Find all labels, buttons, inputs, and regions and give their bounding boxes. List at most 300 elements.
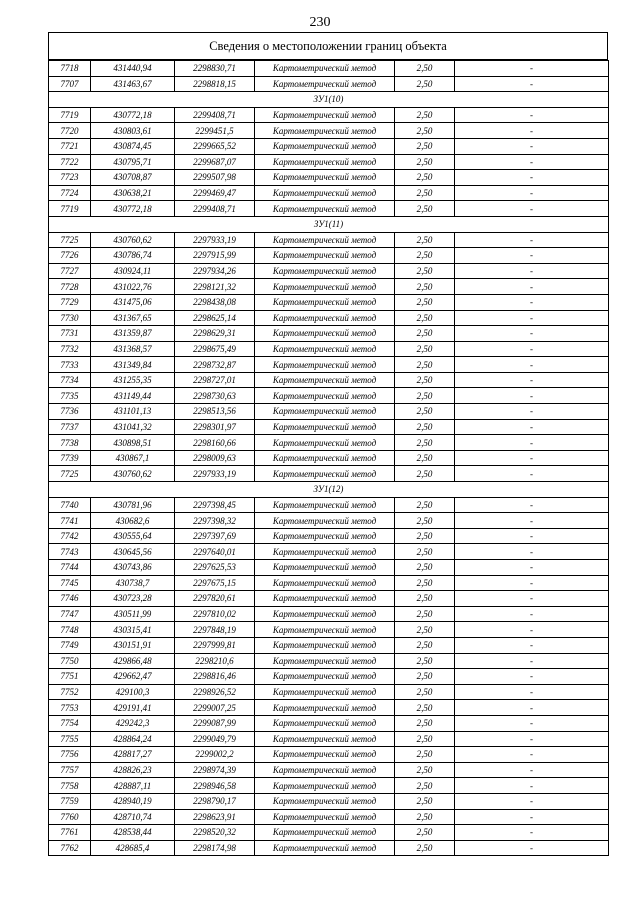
accuracy-cell: 2,50: [395, 731, 455, 747]
x-coordinate-cell: 428864,24: [91, 731, 175, 747]
section-label: ЗУ1(12): [49, 482, 609, 498]
x-coordinate-cell: 430803,61: [91, 123, 175, 139]
method-cell: Картометрический метод: [255, 528, 395, 544]
table-row: [49, 404, 609, 420]
y-coordinate-cell: 2298513,56: [175, 404, 255, 420]
table-row: [49, 419, 609, 435]
description-cell: -: [455, 825, 609, 841]
table-row: [49, 622, 609, 638]
point-number-cell: 7755: [49, 731, 91, 747]
description-cell: -: [455, 372, 609, 388]
x-coordinate-cell: 428817,27: [91, 747, 175, 763]
table-row: [49, 326, 609, 342]
y-coordinate-cell: 2299408,71: [175, 107, 255, 123]
y-coordinate-cell: 2297934,26: [175, 263, 255, 279]
y-coordinate-cell: 2298520,32: [175, 825, 255, 841]
table-row: [49, 700, 609, 716]
description-cell: -: [455, 591, 609, 607]
y-coordinate-cell: 2298160,66: [175, 435, 255, 451]
method-cell: Картометрический метод: [255, 263, 395, 279]
accuracy-cell: 2,50: [395, 653, 455, 669]
accuracy-cell: 2,50: [395, 591, 455, 607]
table-row: [49, 232, 609, 248]
description-cell: -: [455, 201, 609, 217]
x-coordinate-cell: 430772,18: [91, 201, 175, 217]
accuracy-cell: 2,50: [395, 793, 455, 809]
method-cell: Картометрический метод: [255, 731, 395, 747]
y-coordinate-cell: 2298301,97: [175, 419, 255, 435]
description-cell: -: [455, 684, 609, 700]
x-coordinate-cell: 430743,86: [91, 560, 175, 576]
method-cell: Картометрический метод: [255, 669, 395, 685]
accuracy-cell: 2,50: [395, 622, 455, 638]
x-coordinate-cell: 428887,11: [91, 778, 175, 794]
method-cell: Картометрический метод: [255, 419, 395, 435]
description-cell: -: [455, 248, 609, 264]
table-row: [49, 154, 609, 170]
table-row: [49, 61, 609, 77]
table-row: [49, 201, 609, 217]
point-number-cell: 7758: [49, 778, 91, 794]
point-number-cell: 7752: [49, 684, 91, 700]
method-cell: Картометрический метод: [255, 715, 395, 731]
description-cell: -: [455, 809, 609, 825]
table-row: [49, 170, 609, 186]
method-cell: Картометрический метод: [255, 310, 395, 326]
accuracy-cell: 2,50: [395, 762, 455, 778]
accuracy-cell: 2,50: [395, 497, 455, 513]
y-coordinate-cell: 2298625,14: [175, 310, 255, 326]
y-coordinate-cell: 2297933,19: [175, 466, 255, 482]
accuracy-cell: 2,50: [395, 232, 455, 248]
table-row: [49, 388, 609, 404]
accuracy-cell: 2,50: [395, 747, 455, 763]
table-row: [49, 107, 609, 123]
method-cell: Картометрический метод: [255, 326, 395, 342]
table-row: [49, 466, 609, 482]
method-cell: Картометрический метод: [255, 513, 395, 529]
x-coordinate-cell: 431359,87: [91, 326, 175, 342]
method-cell: Картометрический метод: [255, 435, 395, 451]
table-title: Сведения о местоположении границ объекта: [48, 32, 608, 60]
table-row: [49, 372, 609, 388]
coordinates-table-body: [49, 61, 609, 856]
method-cell: Картометрический метод: [255, 404, 395, 420]
table-row: [49, 669, 609, 685]
accuracy-cell: 2,50: [395, 123, 455, 139]
section-header-row: [49, 482, 609, 498]
description-cell: -: [455, 560, 609, 576]
method-cell: Картометрический метод: [255, 185, 395, 201]
description-cell: -: [455, 544, 609, 560]
y-coordinate-cell: 2297999,81: [175, 637, 255, 653]
x-coordinate-cell: 430151,91: [91, 637, 175, 653]
x-coordinate-cell: 431367,65: [91, 310, 175, 326]
description-cell: -: [455, 107, 609, 123]
table-row: [49, 747, 609, 763]
description-cell: -: [455, 747, 609, 763]
description-cell: -: [455, 778, 609, 794]
point-number-cell: 7726: [49, 248, 91, 264]
description-cell: -: [455, 669, 609, 685]
y-coordinate-cell: 2299507,98: [175, 170, 255, 186]
accuracy-cell: 2,50: [395, 248, 455, 264]
x-coordinate-cell: 431041,32: [91, 419, 175, 435]
accuracy-cell: 2,50: [395, 419, 455, 435]
description-cell: -: [455, 793, 609, 809]
accuracy-cell: 2,50: [395, 435, 455, 451]
y-coordinate-cell: 2297625,53: [175, 560, 255, 576]
table-row: [49, 653, 609, 669]
point-number-cell: 7731: [49, 326, 91, 342]
coordinates-table: [48, 60, 609, 856]
table-row: [49, 310, 609, 326]
point-number-cell: 7738: [49, 435, 91, 451]
method-cell: Картометрический метод: [255, 606, 395, 622]
y-coordinate-cell: 2298675,49: [175, 341, 255, 357]
table-row: [49, 778, 609, 794]
table-row: [49, 544, 609, 560]
table-row: [49, 715, 609, 731]
y-coordinate-cell: 2299687,07: [175, 154, 255, 170]
table-row: [49, 809, 609, 825]
accuracy-cell: 2,50: [395, 637, 455, 653]
table-row: [49, 123, 609, 139]
point-number-cell: 7740: [49, 497, 91, 513]
y-coordinate-cell: 2298830,71: [175, 61, 255, 77]
x-coordinate-cell: 430315,41: [91, 622, 175, 638]
description-cell: -: [455, 700, 609, 716]
description-cell: -: [455, 450, 609, 466]
accuracy-cell: 2,50: [395, 560, 455, 576]
y-coordinate-cell: 2298438,08: [175, 294, 255, 310]
point-number-cell: 7747: [49, 606, 91, 622]
point-number-cell: 7739: [49, 450, 91, 466]
accuracy-cell: 2,50: [395, 575, 455, 591]
y-coordinate-cell: 2299002,2: [175, 747, 255, 763]
x-coordinate-cell: 430645,56: [91, 544, 175, 560]
y-coordinate-cell: 2297640,01: [175, 544, 255, 560]
table-row: [49, 263, 609, 279]
y-coordinate-cell: 2299007,25: [175, 700, 255, 716]
description-cell: -: [455, 154, 609, 170]
x-coordinate-cell: 429662,47: [91, 669, 175, 685]
description-cell: -: [455, 419, 609, 435]
x-coordinate-cell: 430511,99: [91, 606, 175, 622]
y-coordinate-cell: 2298816,46: [175, 669, 255, 685]
description-cell: -: [455, 606, 609, 622]
point-number-cell: 7720: [49, 123, 91, 139]
method-cell: Картометрический метод: [255, 248, 395, 264]
accuracy-cell: 2,50: [395, 154, 455, 170]
y-coordinate-cell: 2298730,63: [175, 388, 255, 404]
method-cell: Картометрический метод: [255, 170, 395, 186]
accuracy-cell: 2,50: [395, 185, 455, 201]
point-number-cell: 7733: [49, 357, 91, 373]
method-cell: Картометрический метод: [255, 232, 395, 248]
y-coordinate-cell: 2298818,15: [175, 76, 255, 92]
description-cell: -: [455, 357, 609, 373]
x-coordinate-cell: 430772,18: [91, 107, 175, 123]
description-cell: -: [455, 170, 609, 186]
point-number-cell: 7750: [49, 653, 91, 669]
point-number-cell: 7735: [49, 388, 91, 404]
method-cell: Картометрический метод: [255, 201, 395, 217]
accuracy-cell: 2,50: [395, 466, 455, 482]
point-number-cell: 7762: [49, 840, 91, 856]
coordinates-sheet: [48, 32, 608, 856]
table-row: [49, 248, 609, 264]
description-cell: -: [455, 294, 609, 310]
point-number-cell: 7724: [49, 185, 91, 201]
method-cell: Картометрический метод: [255, 372, 395, 388]
page-number: 230: [309, 15, 331, 30]
accuracy-cell: 2,50: [395, 310, 455, 326]
y-coordinate-cell: 2298009,63: [175, 450, 255, 466]
y-coordinate-cell: 2298210,6: [175, 653, 255, 669]
description-cell: -: [455, 637, 609, 653]
table-row: [49, 684, 609, 700]
description-cell: -: [455, 263, 609, 279]
description-cell: -: [455, 185, 609, 201]
y-coordinate-cell: 2297848,19: [175, 622, 255, 638]
x-coordinate-cell: 429100,3: [91, 684, 175, 700]
point-number-cell: 7725: [49, 232, 91, 248]
y-coordinate-cell: 2299049,79: [175, 731, 255, 747]
point-number-cell: 7707: [49, 76, 91, 92]
y-coordinate-cell: 2298732,87: [175, 357, 255, 373]
x-coordinate-cell: 431463,67: [91, 76, 175, 92]
method-cell: Картометрический метод: [255, 357, 395, 373]
description-cell: -: [455, 61, 609, 77]
method-cell: Картометрический метод: [255, 294, 395, 310]
y-coordinate-cell: 2298974,39: [175, 762, 255, 778]
section-label: ЗУ1(11): [49, 216, 609, 232]
description-cell: -: [455, 388, 609, 404]
description-cell: -: [455, 575, 609, 591]
x-coordinate-cell: 430738,7: [91, 575, 175, 591]
point-number-cell: 7742: [49, 528, 91, 544]
point-number-cell: 7759: [49, 793, 91, 809]
y-coordinate-cell: 2297675,15: [175, 575, 255, 591]
description-cell: -: [455, 622, 609, 638]
table-row: [49, 435, 609, 451]
y-coordinate-cell: 2299469,47: [175, 185, 255, 201]
table-row: [49, 606, 609, 622]
accuracy-cell: 2,50: [395, 263, 455, 279]
table-row: [49, 840, 609, 856]
y-coordinate-cell: 2298174,98: [175, 840, 255, 856]
x-coordinate-cell: 431440,94: [91, 61, 175, 77]
accuracy-cell: 2,50: [395, 170, 455, 186]
point-number-cell: 7760: [49, 809, 91, 825]
description-cell: -: [455, 341, 609, 357]
method-cell: Картометрический метод: [255, 762, 395, 778]
point-number-cell: 7756: [49, 747, 91, 763]
point-number-cell: 7749: [49, 637, 91, 653]
y-coordinate-cell: 2298121,32: [175, 279, 255, 295]
accuracy-cell: 2,50: [395, 76, 455, 92]
section-header-row: [49, 216, 609, 232]
method-cell: Картометрический метод: [255, 388, 395, 404]
accuracy-cell: 2,50: [395, 778, 455, 794]
x-coordinate-cell: 431349,84: [91, 357, 175, 373]
x-coordinate-cell: 429866,48: [91, 653, 175, 669]
y-coordinate-cell: 2298623,91: [175, 809, 255, 825]
description-cell: -: [455, 279, 609, 295]
x-coordinate-cell: 431022,76: [91, 279, 175, 295]
point-number-cell: 7746: [49, 591, 91, 607]
method-cell: Картометрический метод: [255, 840, 395, 856]
accuracy-cell: 2,50: [395, 669, 455, 685]
point-number-cell: 7748: [49, 622, 91, 638]
description-cell: -: [455, 497, 609, 513]
accuracy-cell: 2,50: [395, 700, 455, 716]
point-number-cell: 7730: [49, 310, 91, 326]
accuracy-cell: 2,50: [395, 388, 455, 404]
x-coordinate-cell: 431149,44: [91, 388, 175, 404]
table-row: [49, 575, 609, 591]
accuracy-cell: 2,50: [395, 825, 455, 841]
accuracy-cell: 2,50: [395, 294, 455, 310]
table-row: [49, 76, 609, 92]
method-cell: Картометрический метод: [255, 466, 395, 482]
accuracy-cell: 2,50: [395, 528, 455, 544]
y-coordinate-cell: 2298790,17: [175, 793, 255, 809]
y-coordinate-cell: 2297820,61: [175, 591, 255, 607]
table-row: [49, 357, 609, 373]
point-number-cell: 7721: [49, 138, 91, 154]
table-row: [49, 560, 609, 576]
point-number-cell: 7741: [49, 513, 91, 529]
method-cell: Картометрический метод: [255, 575, 395, 591]
point-number-cell: 7723: [49, 170, 91, 186]
method-cell: Картометрический метод: [255, 154, 395, 170]
method-cell: Картометрический метод: [255, 279, 395, 295]
description-cell: -: [455, 138, 609, 154]
accuracy-cell: 2,50: [395, 138, 455, 154]
accuracy-cell: 2,50: [395, 840, 455, 856]
y-coordinate-cell: 2297398,45: [175, 497, 255, 513]
x-coordinate-cell: 430924,11: [91, 263, 175, 279]
point-number-cell: 7736: [49, 404, 91, 420]
y-coordinate-cell: 2297398,32: [175, 513, 255, 529]
table-row: [49, 731, 609, 747]
point-number-cell: 7743: [49, 544, 91, 560]
accuracy-cell: 2,50: [395, 684, 455, 700]
y-coordinate-cell: 2297915,99: [175, 248, 255, 264]
description-cell: -: [455, 513, 609, 529]
description-cell: -: [455, 76, 609, 92]
accuracy-cell: 2,50: [395, 715, 455, 731]
table-row: [49, 185, 609, 201]
x-coordinate-cell: 428685,4: [91, 840, 175, 856]
point-number-cell: 7734: [49, 372, 91, 388]
method-cell: Картометрический метод: [255, 544, 395, 560]
y-coordinate-cell: 2297933,19: [175, 232, 255, 248]
method-cell: Картометрический метод: [255, 450, 395, 466]
y-coordinate-cell: 2299665,52: [175, 138, 255, 154]
y-coordinate-cell: 2297810,02: [175, 606, 255, 622]
point-number-cell: 7718: [49, 61, 91, 77]
description-cell: -: [455, 232, 609, 248]
point-number-cell: 7754: [49, 715, 91, 731]
x-coordinate-cell: 430795,71: [91, 154, 175, 170]
point-number-cell: 7761: [49, 825, 91, 841]
point-number-cell: 7725: [49, 466, 91, 482]
point-number-cell: 7722: [49, 154, 91, 170]
y-coordinate-cell: 2299408,71: [175, 201, 255, 217]
table-row: [49, 294, 609, 310]
x-coordinate-cell: 430723,28: [91, 591, 175, 607]
table-row: [49, 528, 609, 544]
table-row: [49, 138, 609, 154]
y-coordinate-cell: 2298629,31: [175, 326, 255, 342]
section-header-row: [49, 92, 609, 108]
method-cell: Картометрический метод: [255, 591, 395, 607]
point-number-cell: 7757: [49, 762, 91, 778]
description-cell: -: [455, 731, 609, 747]
accuracy-cell: 2,50: [395, 450, 455, 466]
method-cell: Картометрический метод: [255, 61, 395, 77]
table-row: [49, 825, 609, 841]
x-coordinate-cell: 430682,6: [91, 513, 175, 529]
description-cell: -: [455, 326, 609, 342]
point-number-cell: 7753: [49, 700, 91, 716]
table-row: [49, 513, 609, 529]
description-cell: -: [455, 404, 609, 420]
point-number-cell: 7727: [49, 263, 91, 279]
method-cell: Картометрический метод: [255, 138, 395, 154]
method-cell: Картометрический метод: [255, 107, 395, 123]
point-number-cell: 7744: [49, 560, 91, 576]
method-cell: Картометрический метод: [255, 778, 395, 794]
table-row: [49, 762, 609, 778]
accuracy-cell: 2,50: [395, 544, 455, 560]
y-coordinate-cell: 2299451,5: [175, 123, 255, 139]
point-number-cell: 7732: [49, 341, 91, 357]
x-coordinate-cell: 431101,13: [91, 404, 175, 420]
description-cell: -: [455, 310, 609, 326]
x-coordinate-cell: 430760,62: [91, 466, 175, 482]
method-cell: Картометрический метод: [255, 653, 395, 669]
table-row: [49, 341, 609, 357]
description-cell: -: [455, 435, 609, 451]
accuracy-cell: 2,50: [395, 107, 455, 123]
x-coordinate-cell: 428710,74: [91, 809, 175, 825]
point-number-cell: 7751: [49, 669, 91, 685]
description-cell: -: [455, 653, 609, 669]
x-coordinate-cell: 430760,62: [91, 232, 175, 248]
table-row: [49, 497, 609, 513]
description-cell: -: [455, 528, 609, 544]
x-coordinate-cell: 431368,57: [91, 341, 175, 357]
x-coordinate-cell: 430638,21: [91, 185, 175, 201]
point-number-cell: 7745: [49, 575, 91, 591]
y-coordinate-cell: 2299087,99: [175, 715, 255, 731]
table-row: [49, 793, 609, 809]
accuracy-cell: 2,50: [395, 201, 455, 217]
x-coordinate-cell: 429242,3: [91, 715, 175, 731]
y-coordinate-cell: 2298727,01: [175, 372, 255, 388]
point-number-cell: 7737: [49, 419, 91, 435]
y-coordinate-cell: 2297397,69: [175, 528, 255, 544]
description-cell: -: [455, 123, 609, 139]
accuracy-cell: 2,50: [395, 404, 455, 420]
method-cell: Картометрический метод: [255, 622, 395, 638]
accuracy-cell: 2,50: [395, 357, 455, 373]
y-coordinate-cell: 2298926,52: [175, 684, 255, 700]
